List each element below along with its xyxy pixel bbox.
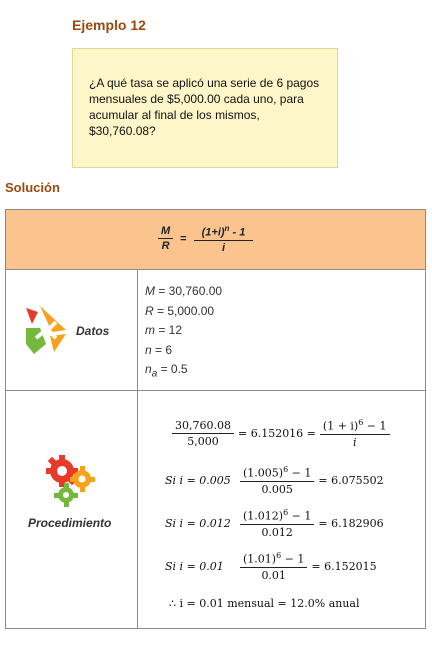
- trial-num: [240, 508, 314, 525]
- formula-lhs-num: M: [158, 225, 173, 239]
- datos-var: M: [145, 284, 155, 298]
- procedimiento-row: [6, 391, 425, 628]
- gears-icon: [42, 453, 98, 509]
- datos-row: [6, 270, 425, 391]
- trial-condition: Si i = 0.005: [165, 473, 231, 487]
- datos-var: n: [145, 342, 152, 357]
- trial-den: 0.01: [261, 568, 286, 582]
- trial-exp: 6: [283, 465, 289, 474]
- datos-icon: [24, 304, 68, 356]
- formula-rhs: [194, 224, 254, 254]
- trial-line: [165, 508, 388, 539]
- formula: [158, 224, 253, 254]
- trial-fraction: [240, 465, 314, 496]
- trial-condition: Si i = 0.01: [165, 559, 224, 573]
- datos-var: R: [145, 303, 154, 318]
- datos-value: = 5,000.00: [153, 303, 215, 318]
- datos-value: = 12: [155, 323, 183, 337]
- formula-equals: =: [180, 232, 187, 245]
- datos-list: [145, 282, 222, 384]
- trial-den: 0.012: [261, 525, 293, 539]
- eq1-den: 5,000: [187, 434, 219, 448]
- question-box: [72, 48, 338, 168]
- trial-line: [165, 551, 381, 582]
- datos-value: = 0.5: [157, 362, 188, 376]
- solution-table: [5, 209, 426, 629]
- column-divider: [137, 270, 138, 628]
- datos-item: [145, 321, 222, 341]
- trial-num: [240, 465, 314, 482]
- datos-sub: a: [151, 368, 158, 380]
- trial-line: [165, 465, 388, 496]
- conclusion: ∴ i = 0.01 mensual = 12.0% anual: [169, 597, 360, 610]
- trial-tail: − 1: [288, 509, 312, 523]
- trial-base: (1.01): [243, 552, 277, 566]
- trial-fraction: [240, 508, 314, 539]
- datos-label: Datos: [76, 324, 110, 338]
- example-title: Ejemplo 12: [72, 17, 146, 33]
- equation-line-1: [172, 418, 390, 449]
- trial-base: (1.012): [243, 509, 284, 523]
- datos-item: [145, 302, 222, 322]
- eq1-rden: i: [352, 435, 357, 449]
- eq1-right-fraction: [320, 418, 390, 449]
- eq1-rbase: (1 + i): [322, 419, 359, 433]
- trial-fraction: [240, 551, 307, 582]
- formula-rhs-tail: - 1: [229, 226, 246, 239]
- eq1-num: 30,760.08: [172, 419, 234, 434]
- datos-item: [145, 282, 222, 302]
- formula-lhs: [158, 225, 173, 252]
- trial-num: [240, 551, 307, 568]
- trial-tail: − 1: [281, 552, 305, 566]
- datos-var: n: [145, 362, 152, 376]
- formula-lhs-den: R: [161, 240, 170, 253]
- datos-item: [145, 360, 222, 384]
- trial-base: (1.005): [243, 466, 284, 480]
- trial-result: = 6.152015: [311, 559, 377, 573]
- trial-den: 0.005: [261, 482, 293, 496]
- trial-condition: Si i = 0.012: [165, 516, 231, 530]
- trial-result: = 6.075502: [318, 473, 384, 487]
- datos-var: m: [145, 323, 155, 337]
- datos-value: = 30,760.00: [155, 284, 223, 298]
- eq1-middle: = 6.152016 =: [237, 426, 316, 440]
- datos-item: [145, 341, 222, 361]
- solution-heading: Solución: [5, 180, 60, 195]
- datos-value: = 6: [151, 342, 173, 357]
- eq1-left-fraction: [172, 419, 234, 448]
- formula-rhs-den: i: [221, 241, 225, 254]
- question-text: ¿A qué tasa se aplicó una serie de 6 pagos mensuales de $5,000.00 cada uno, para acumular al final de los mismos, $30,760.08?: [89, 76, 320, 138]
- trial-exp: 6: [276, 551, 282, 560]
- formula-rhs-base: (1+i): [201, 226, 225, 239]
- trial-result: = 6.182906: [318, 516, 384, 530]
- trial-tail: − 1: [288, 466, 312, 480]
- eq1-rexp: 6: [358, 418, 364, 427]
- trial-exp: 6: [283, 508, 289, 517]
- procedimiento-label: Procedimiento: [28, 516, 112, 530]
- formula-rhs-num: [194, 224, 254, 241]
- eq1-rtail: − 1: [363, 419, 387, 433]
- formula-header: [6, 210, 425, 270]
- eq1-rnum: [320, 418, 390, 435]
- formula-rhs-exp: n: [224, 224, 230, 233]
